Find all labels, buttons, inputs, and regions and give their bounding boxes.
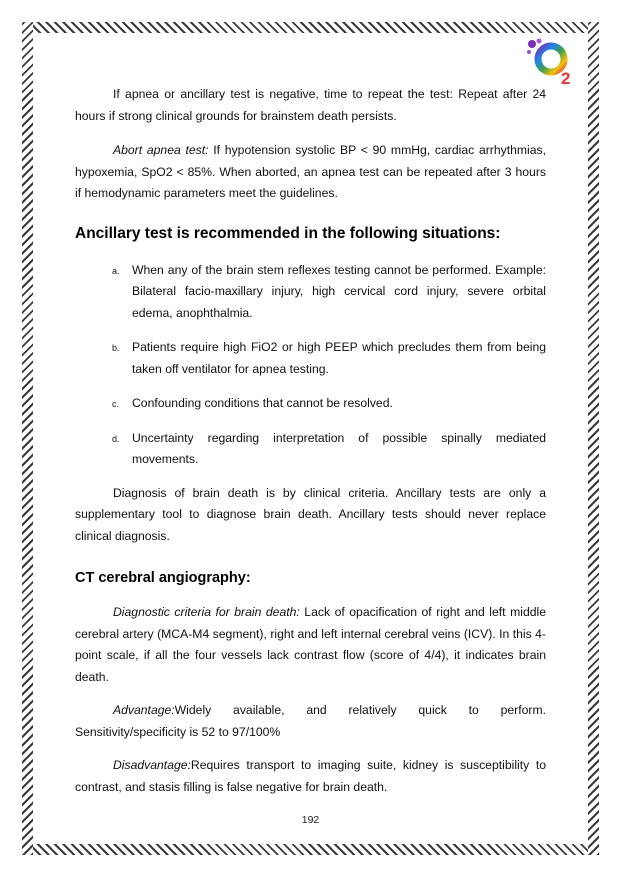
list-item-text: Patients require high FiO2 or high PEEP which precludes them from being taken off ventilator for apnea testing. xyxy=(132,340,546,376)
advantage-label: Advantage: xyxy=(113,703,175,717)
list-item-text: Uncertainty regarding interpretation of possible spinally mediated movements. xyxy=(132,430,546,466)
page-border-top xyxy=(22,22,599,33)
disadvantage-text: Requires transport to imaging suite, kidney is susceptibility to contrast, and stasis filling is false negative for brain death. xyxy=(75,758,546,794)
page-number: 192 xyxy=(301,814,320,826)
abort-label: Abort apnea test: xyxy=(113,143,209,157)
heading-ct-angiography: CT cerebral angiography: xyxy=(75,570,251,586)
page-border-bottom xyxy=(22,844,599,855)
diagnostic-criteria-label: Diagnostic criteria for brain death: xyxy=(113,605,300,619)
list-marker: c. xyxy=(112,399,120,409)
list-item xyxy=(75,393,546,415)
list-item xyxy=(75,428,546,471)
list-item-text: Confounding conditions that cannot be resolved. xyxy=(132,396,393,410)
list-item xyxy=(75,260,546,325)
list-marker: a. xyxy=(112,265,120,276)
disadvantage-label: Disadvantage: xyxy=(113,758,191,772)
list-marker: b. xyxy=(112,343,120,353)
logo-subscript: 2 xyxy=(561,69,571,88)
paragraph-abort-apnea xyxy=(75,140,546,205)
paragraph-disadvantage xyxy=(75,755,546,798)
ancillary-situations-list xyxy=(75,260,546,471)
paragraph-diagnosis: Diagnosis of brain death is by clinical criteria. Ancillary tests are only a supplementary tool to diagnose brain death. Ancillary tests should never replace clinical diagnosis. xyxy=(75,485,546,543)
o2-logo-icon xyxy=(524,37,580,89)
diagnostic-criteria-text: Lack of opacification of right and left middle cerebral artery (MCA-M4 segment), right and left internal cerebral veins (ICV). In this 4-point scale, if all the four vessels lack contrast flow (score of 4/4), it indicates brain death. xyxy=(75,605,546,684)
advantage-text: Widely available, and relatively quick to perform. Sensitivity/specificity is 52 to 97/100% xyxy=(75,703,546,739)
page-border-right xyxy=(588,22,599,855)
page-border-left xyxy=(22,22,33,855)
paragraph-advantage xyxy=(75,700,546,743)
abort-text: If hypotension systolic BP < 90 mmHg, cardiac arrhythmias, hypoxemia, SpO2 < 85%. When aborted, an apnea test can be repeated after 3 hours if hemodynamic parameters meet the guidelines. xyxy=(75,143,547,200)
list-item-text: When any of the brain stem reflexes testing cannot be performed. Example: Bilateral facio-maxillary injury, high cervical cord injury, severe orbital edema, anophthalmia. xyxy=(132,262,546,320)
list-marker: d. xyxy=(112,433,120,444)
page-content xyxy=(75,84,546,798)
paragraph-diagnostic-criteria xyxy=(75,602,546,688)
list-item xyxy=(75,337,546,380)
heading-ancillary-test: Ancillary test is recommended in the following situations: xyxy=(75,224,501,242)
paragraph-repeat-test: If apnea or ancillary test is negative, time to repeat the test: Repeat after 24 hours if strong clinical grounds for brainstem death persists. xyxy=(75,87,546,123)
